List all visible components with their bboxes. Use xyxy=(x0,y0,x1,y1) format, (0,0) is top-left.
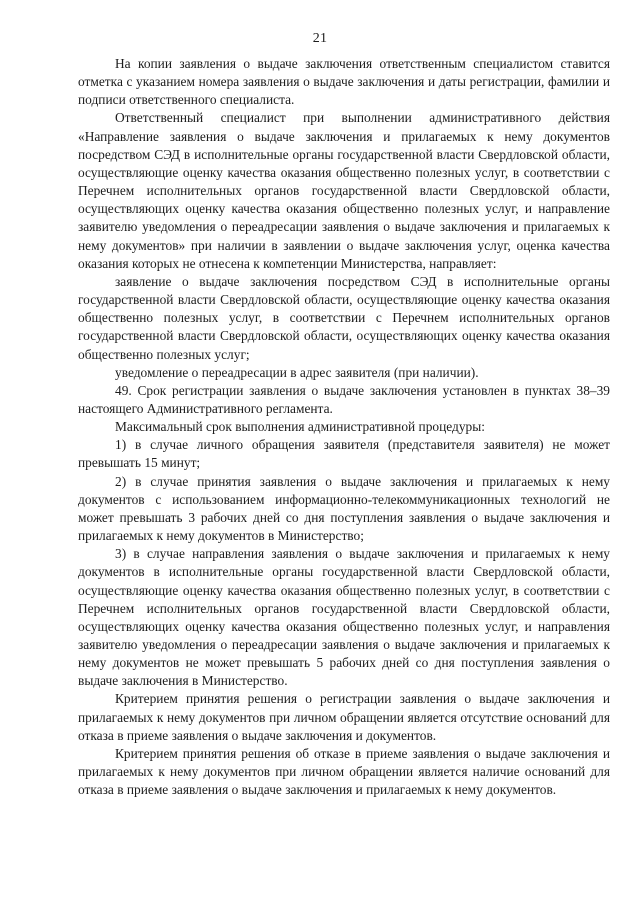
paragraph-clause-49: 49. Срок регистрации заявления о выдаче заключения установлен в пунктах 38–39 настоящего Административного регламента. xyxy=(78,382,610,416)
paragraph-redirect-notice: уведомление о переадресации в адрес заявителя (при наличии). xyxy=(115,364,479,380)
list-item-1: 1) в случае личного обращения заявителя (представителя заявителя) не может превышать 15 минут; xyxy=(78,437,610,471)
paragraph-send-application: заявление о выдаче заключения посредством СЭД в исполнительные органы государственной власти Свердловской области, осуществляющие оценку качества оказания общественно полезных услуг, в соответствии с Перечнем исполнительных органов государственной власти Свердловской области, осуществляющих оценку качества оказания общественно полезных услуг; xyxy=(78,273,610,362)
paragraph-max-term-heading: Максимальный срок выполнения административной процедуры: xyxy=(115,419,485,435)
paragraph-responsible-specialist: Ответственный специалист при выполнении административного действия «Направление заявления о выдаче заключения и прилагаемых к нему документов посредством СЭД в исполнительные органы государственной власти Свердловской области, осуществляющие оценку качества оказания общественно полезных услуг, в соответствии с Перечнем исполнительных органов государственной власти Свердловской области, осуществляющих оценку качества оказания общественно полезных услуг, и направление заявителю уведомления о переадресации заявления о выдаче заключения и прилагаемых к нему документов» при наличии в заявлении о выдаче заключения услуг, оценка качества оказания которых не отнесена к компетенции Министерства, направляет: xyxy=(78,110,610,271)
document-body xyxy=(78,55,610,799)
paragraph-refusal-criterion: Критерием принятия решения об отказе в приеме заявления о выдаче заключения и прилагаемых к нему документов при личном обращении является наличие оснований для отказа в приеме заявления о выдаче заключения и прилагаемых к нему документов. xyxy=(78,745,610,798)
list-item-3: 3) в случае направления заявления о выдаче заключения и прилагаемых к нему документов в исполнительные органы государственной власти Свердловской области, осуществляющие оценку качества оказания общественно полезных услуг, в соответствии с Перечнем исполнительных органов государственной власти Свердловской области, осуществляющих оценку качества оказания общественно полезных услуг, и направления заявителю уведомления о переадресации заявления о выдаче заключения и прилагаемых к нему документов не может превышать 5 рабочих дней со дня поступления заявления о выдаче заключения в Министерство. xyxy=(78,546,610,689)
paragraph-copy-mark: На копии заявления о выдаче заключения ответственным специалистом ставится отметка с указанием номера заявления о выдаче заключения и даты регистрации, фамилии и подписи ответственного специалиста. xyxy=(78,56,610,108)
page-number: 21 xyxy=(312,31,328,46)
list-item-2: 2) в случае принятия заявления о выдаче заключения и прилагаемых к нему документов с использованием информационно-телекоммуникационных технологий не может превышать 3 рабочих дней со дня поступления заявления о выдаче заключения и прилагаемых к нему документов в Министерство; xyxy=(78,473,610,544)
paragraph-registration-criterion: Критерием принятия решения о регистрации заявления о выдаче заключения и прилагаемых к нему документов при личном обращении является отсутствие оснований для отказа в приеме заявления о выдаче заключения и документов. xyxy=(78,691,610,743)
